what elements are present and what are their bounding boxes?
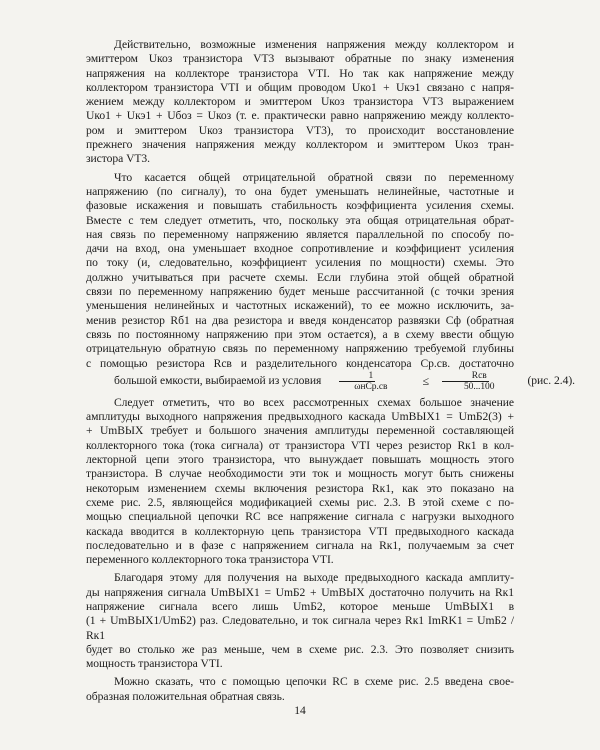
- text-line: образная положительная обратная связь.: [86, 689, 285, 703]
- text-line: каскада вводится в коллекторную цепь транзистора VTI предвыходного каскада: [86, 524, 514, 538]
- fraction-denominator: 50...100: [463, 381, 495, 392]
- text-line: будет во столько же раз меньше, чем в схеме рис. 2.3. Это позволяет снизить: [86, 642, 514, 656]
- page-number: 14: [294, 704, 306, 717]
- text-line: жением между коллектором и эмиттером Uкоз транзистора VT3 выражением: [86, 95, 514, 109]
- text-line: напряжение сигнала всего лишь UmБ2, которое меньше UmВЫХ1 в: [86, 599, 514, 613]
- text-line: ром и эмиттером Uкоз транзистора VT3), то происходит восстановление: [86, 123, 514, 137]
- text-line: прежнего значения напряжения между коллектором и эмиттером Uкоз тран-: [86, 138, 514, 152]
- text-line: коллекторного тока (тока сигнала) от транзистора VTI через резистор Rк1 в кол-: [86, 438, 514, 452]
- text-line: лекторной цепи этого транзистора, что вынуждает повышать мощность этого: [86, 453, 514, 467]
- paragraph-3: [86, 396, 514, 568]
- text-line: менив резистор Rб1 на два резистора и введя конденсатор развязки Cф (обратная: [86, 313, 514, 327]
- text-line: уменьшения нелинейных и частотных искажений), то ее можно исключить, за-: [86, 299, 514, 313]
- text-line: последовательно и в фазе с напряжением сигнала на Rк1, получаемым за счет: [86, 538, 514, 552]
- text-line: транзистора. В случае необходимости эти ток и мощность могут быть снижены: [86, 467, 514, 481]
- paragraph-4: [86, 571, 514, 671]
- text-line: + UmВЫХ требует и большого значения амплитуды переменной составляющей: [86, 424, 514, 438]
- text-line: связи по переменному напряжению будет меньше рассчитанной (с точки зрения: [86, 285, 514, 299]
- formula-trail-text: (рис. 2.4).: [527, 374, 575, 388]
- text-line: (1 + UmВЫХ1/UmБ2) раз. Следовательно, и ток сигнала через Rк1 ImRK1 = UmБ2 / Rк1: [86, 614, 514, 642]
- text-line: Благодаря этому для получения на выходе предвыходного каскада амплиту-: [114, 571, 514, 585]
- text-line: Вместе с тем следует отметить, что, поскольку эта общая отрицательная обрат-: [86, 213, 514, 227]
- text-line: отрицательную обратную связь по переменному напряжению требуемой глубины: [86, 342, 514, 356]
- text-line: некоторым изменением схемы включения резистора Rк1, как это показано на: [86, 481, 514, 495]
- text-line: Следует отметить, что во всех рассмотренных схемах большое значение: [114, 395, 514, 409]
- formula-lead-text: большой емкости, выбираемой из условия: [114, 374, 322, 388]
- text-line: мощью специальной цепочки RC все напряжение сигнала с нагрузки выходного: [86, 510, 514, 524]
- paragraph-5: [86, 675, 514, 704]
- text-line: должно учитываться при расчете схемы. Если глубина этой общей обратной: [86, 270, 514, 284]
- text-line: с помощью резистора Rсв и разделительного конденсатора Cр.св. достаточно: [86, 356, 514, 370]
- text-line: Действительно, возможные изменения напряжения между коллектором и: [114, 38, 514, 51]
- formula-line: [86, 370, 575, 392]
- fraction-denominator: ωнCр.св: [354, 381, 388, 392]
- text-line: напряжению (по сигналу), то она будет уменьшать нелинейные, частотные и: [86, 184, 514, 198]
- text-line: Uко1 + Uкэ1 + Uбоз = Uкоз (т. е. практически равно напряжению между коллекто-: [86, 109, 514, 123]
- paragraph-2: [86, 170, 575, 392]
- text-line: напряжения на коллекторе транзистора VTI. Но так как напряжение между: [86, 66, 514, 80]
- text-line: Что касается общей отрицательной обратной связи по переменному: [114, 170, 514, 184]
- text-line: коллектором транзистора VTI и общим проводом Uко1 + Uкэ1 связано с напря-: [86, 80, 514, 94]
- text-line: ды напряжения сигнала UmВЫХ1 = UmБ2 + UmВЫХ достаточно получить на Rк1: [86, 585, 514, 599]
- text-line: переменного коллекторного тока транзистора VTI.: [86, 553, 334, 567]
- paragraph-1: [86, 38, 514, 167]
- fraction-numerator: Rсв: [442, 371, 489, 382]
- text-line: фазовые искажения и повышать стабильность коэффициента усиления схемы.: [86, 199, 514, 213]
- text-line: зистора VT3.: [86, 152, 151, 166]
- text-line: схеме рис. 2.5, являющейся модификацией схемы рис. 2.3. В этой схеме с по-: [86, 495, 514, 509]
- formula-fraction-left: [324, 371, 389, 392]
- text-line: мощность транзистора VTI.: [86, 657, 223, 671]
- text-line: по току (и, следовательно, коэффициент усиления по мощности) схемы. Это: [86, 256, 514, 270]
- text-line: ная связь по переменному напряжению является параллельной по способу по-: [86, 227, 514, 241]
- text-line: эмиттером Uкоз транзистора VT3 вызывают обратные по знаку изменения: [86, 52, 514, 66]
- fraction-numerator: 1: [339, 371, 376, 382]
- text-line: амплитуды выходного напряжения предвыходного каскада UmВЫХ1 = UmБ2(3) +: [86, 410, 514, 424]
- text-line: дачи на вход, она уменьшает входное сопротивление и коэффициент усиления: [86, 242, 514, 256]
- formula-fraction-right: [434, 371, 496, 392]
- less-equal-sign: ≤: [422, 374, 429, 389]
- text-line: Можно сказать, что с помощью цепочки RC в схеме рис. 2.5 введена свое-: [114, 675, 514, 689]
- text-line: связь по постоянному напряжению при этом остается), а в схему ввести общую: [86, 327, 514, 341]
